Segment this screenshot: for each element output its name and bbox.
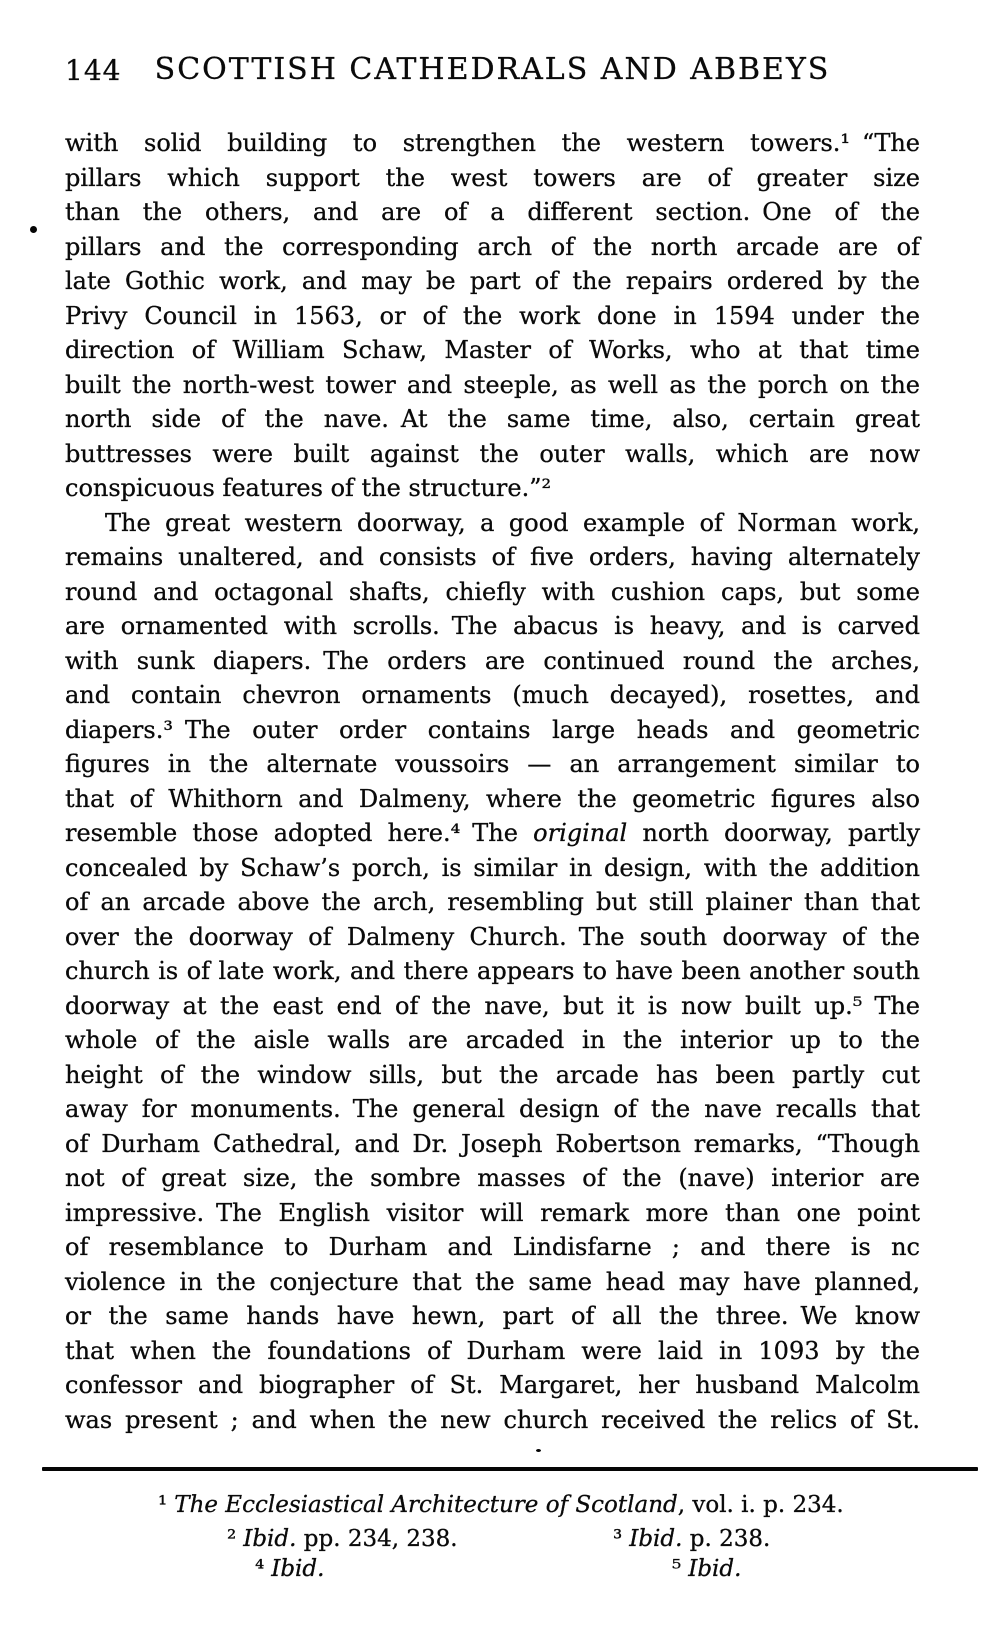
text-line: late Gothic work, and may be part of the repairs ordered by the <box>65 267 920 295</box>
text-line: than the others, and are of a different section. One of the <box>65 198 920 226</box>
footnote-marker: ⁴ <box>255 1556 265 1582</box>
text-line: round and octagonal shafts, chiefly with cushion caps, but some <box>65 577 920 606</box>
footnote-text: , vol. i. p. 234. <box>677 1492 844 1518</box>
text-line: was present ; and when the new church received the relics of St. <box>65 1405 920 1434</box>
text-segment: north doorway, partly <box>627 819 920 847</box>
footnote-text: p. 238. <box>682 1526 771 1552</box>
text-line: The great western doorway, a good example of Norman work, <box>105 508 920 537</box>
footnote-rule <box>42 1467 978 1471</box>
footnote-italic-text: Ibid. <box>688 1556 742 1582</box>
text-line: remains unaltered, and consists of five orders, having alternately <box>65 543 920 571</box>
text-line: pillars which support the west towers are of greater size <box>65 163 920 192</box>
text-line: violence in the conjecture that the same head may have planned, <box>65 1267 920 1296</box>
footnote-marker: ² <box>227 1526 237 1552</box>
text-line: diapers.³ The outer order contains large heads and geometric <box>65 715 920 744</box>
text-line: concealed by Schaw’s porch, is similar in design, with the addition <box>65 853 920 882</box>
text-line: church is of late work, and there appears to have been another south <box>65 957 920 985</box>
text-line: that of Whithorn and Dalmeny, where the geometric figures also <box>65 784 920 813</box>
text-line: are ornamented with scrolls. The abacus is heavy, and is carved <box>65 612 920 640</box>
text-line: built the north-west tower and steeple, as well as the porch on the <box>65 370 920 399</box>
footnote-italic-text: Ibid. <box>629 1526 683 1552</box>
text-segment: resemble those adopted here.⁴ The <box>65 819 534 847</box>
footnote-marker: ³ <box>613 1526 623 1552</box>
footnote-italic-text: The Ecclesiastical Architecture of Scotland <box>174 1492 678 1518</box>
text-line: doorway at the east end of the nave, but it is now built up.⁵ The <box>65 991 920 1020</box>
text-line: direction of William Schaw, Master of Works, who at that time <box>65 336 920 364</box>
text-line: impressive. The English visitor will remark more than one point <box>65 1198 920 1227</box>
text-line: not of great size, the sombre masses of the (nave) interior are <box>65 1164 920 1192</box>
text-line: with sunk diapers. The orders are continued round the arches, <box>65 646 920 675</box>
text-line: pillars and the corresponding arch of the north arcade are of <box>65 232 920 261</box>
body-text <box>65 126 920 1437</box>
page-header <box>65 52 920 92</box>
footnote-text: pp. 234, 238. <box>296 1526 458 1552</box>
text-line: with solid building to strengthen the western towers.¹ “The <box>65 129 920 157</box>
footnote-italic-text: Ibid. <box>271 1556 325 1582</box>
italic-text-segment: original <box>533 819 628 847</box>
footnote-2 <box>227 1526 458 1552</box>
text-line: of Durham Cathedral, and Dr. Joseph Robertson remarks, “Though <box>65 1129 920 1158</box>
text-line: or the same hands have hewn, part of all the three. We know <box>65 1302 920 1330</box>
text-line: figures in the alternate voussoirs — an arrangement similar to <box>65 750 920 778</box>
text-line: buttresses were built against the outer walls, which are now <box>65 439 920 468</box>
footnote-3 <box>613 1526 770 1552</box>
text-line: of resemblance to Durham and Lindisfarne ; and there is nc <box>65 1233 920 1261</box>
text-line: and contain chevron ornaments (much decayed), rosettes, and <box>65 681 920 709</box>
footnote-5 <box>672 1556 741 1582</box>
text-line: height of the window sills, but the arcade has been partly cut <box>65 1060 920 1089</box>
text-line: confessor and biographer of St. Margaret, her husband Malcolm <box>65 1371 920 1399</box>
text-line <box>65 816 920 851</box>
text-line: north side of the nave. At the same time, also, certain great <box>65 405 920 433</box>
footnote-marker: ⁵ <box>672 1556 682 1582</box>
page-number: 144 <box>65 54 122 87</box>
ink-speck <box>30 226 37 233</box>
running-title: SCOTTISH CATHEDRALS AND ABBEYS <box>154 52 831 87</box>
text-line: Privy Council in 1563, or of the work done in 1594 under the <box>65 301 920 330</box>
text-line: away for monuments. The general design of the nave recalls that <box>65 1095 920 1123</box>
text-line: of an arcade above the arch, resembling but still plainer than that <box>65 888 920 916</box>
footnote-4 <box>255 1556 324 1582</box>
footnote-marker: ¹ <box>158 1492 168 1518</box>
ink-speck <box>536 1449 541 1452</box>
text-line: conspicuous features of the structure.”² <box>65 474 552 502</box>
footnote-1 <box>158 1492 844 1518</box>
footnote-italic-text: Ibid. <box>243 1526 297 1552</box>
text-line: that when the foundations of Durham were laid in 1093 by the <box>65 1336 920 1365</box>
text-line: whole of the aisle walls are arcaded in the interior up to the <box>65 1026 920 1054</box>
text-line: over the doorway of Dalmeny Church. The south doorway of the <box>65 922 920 951</box>
